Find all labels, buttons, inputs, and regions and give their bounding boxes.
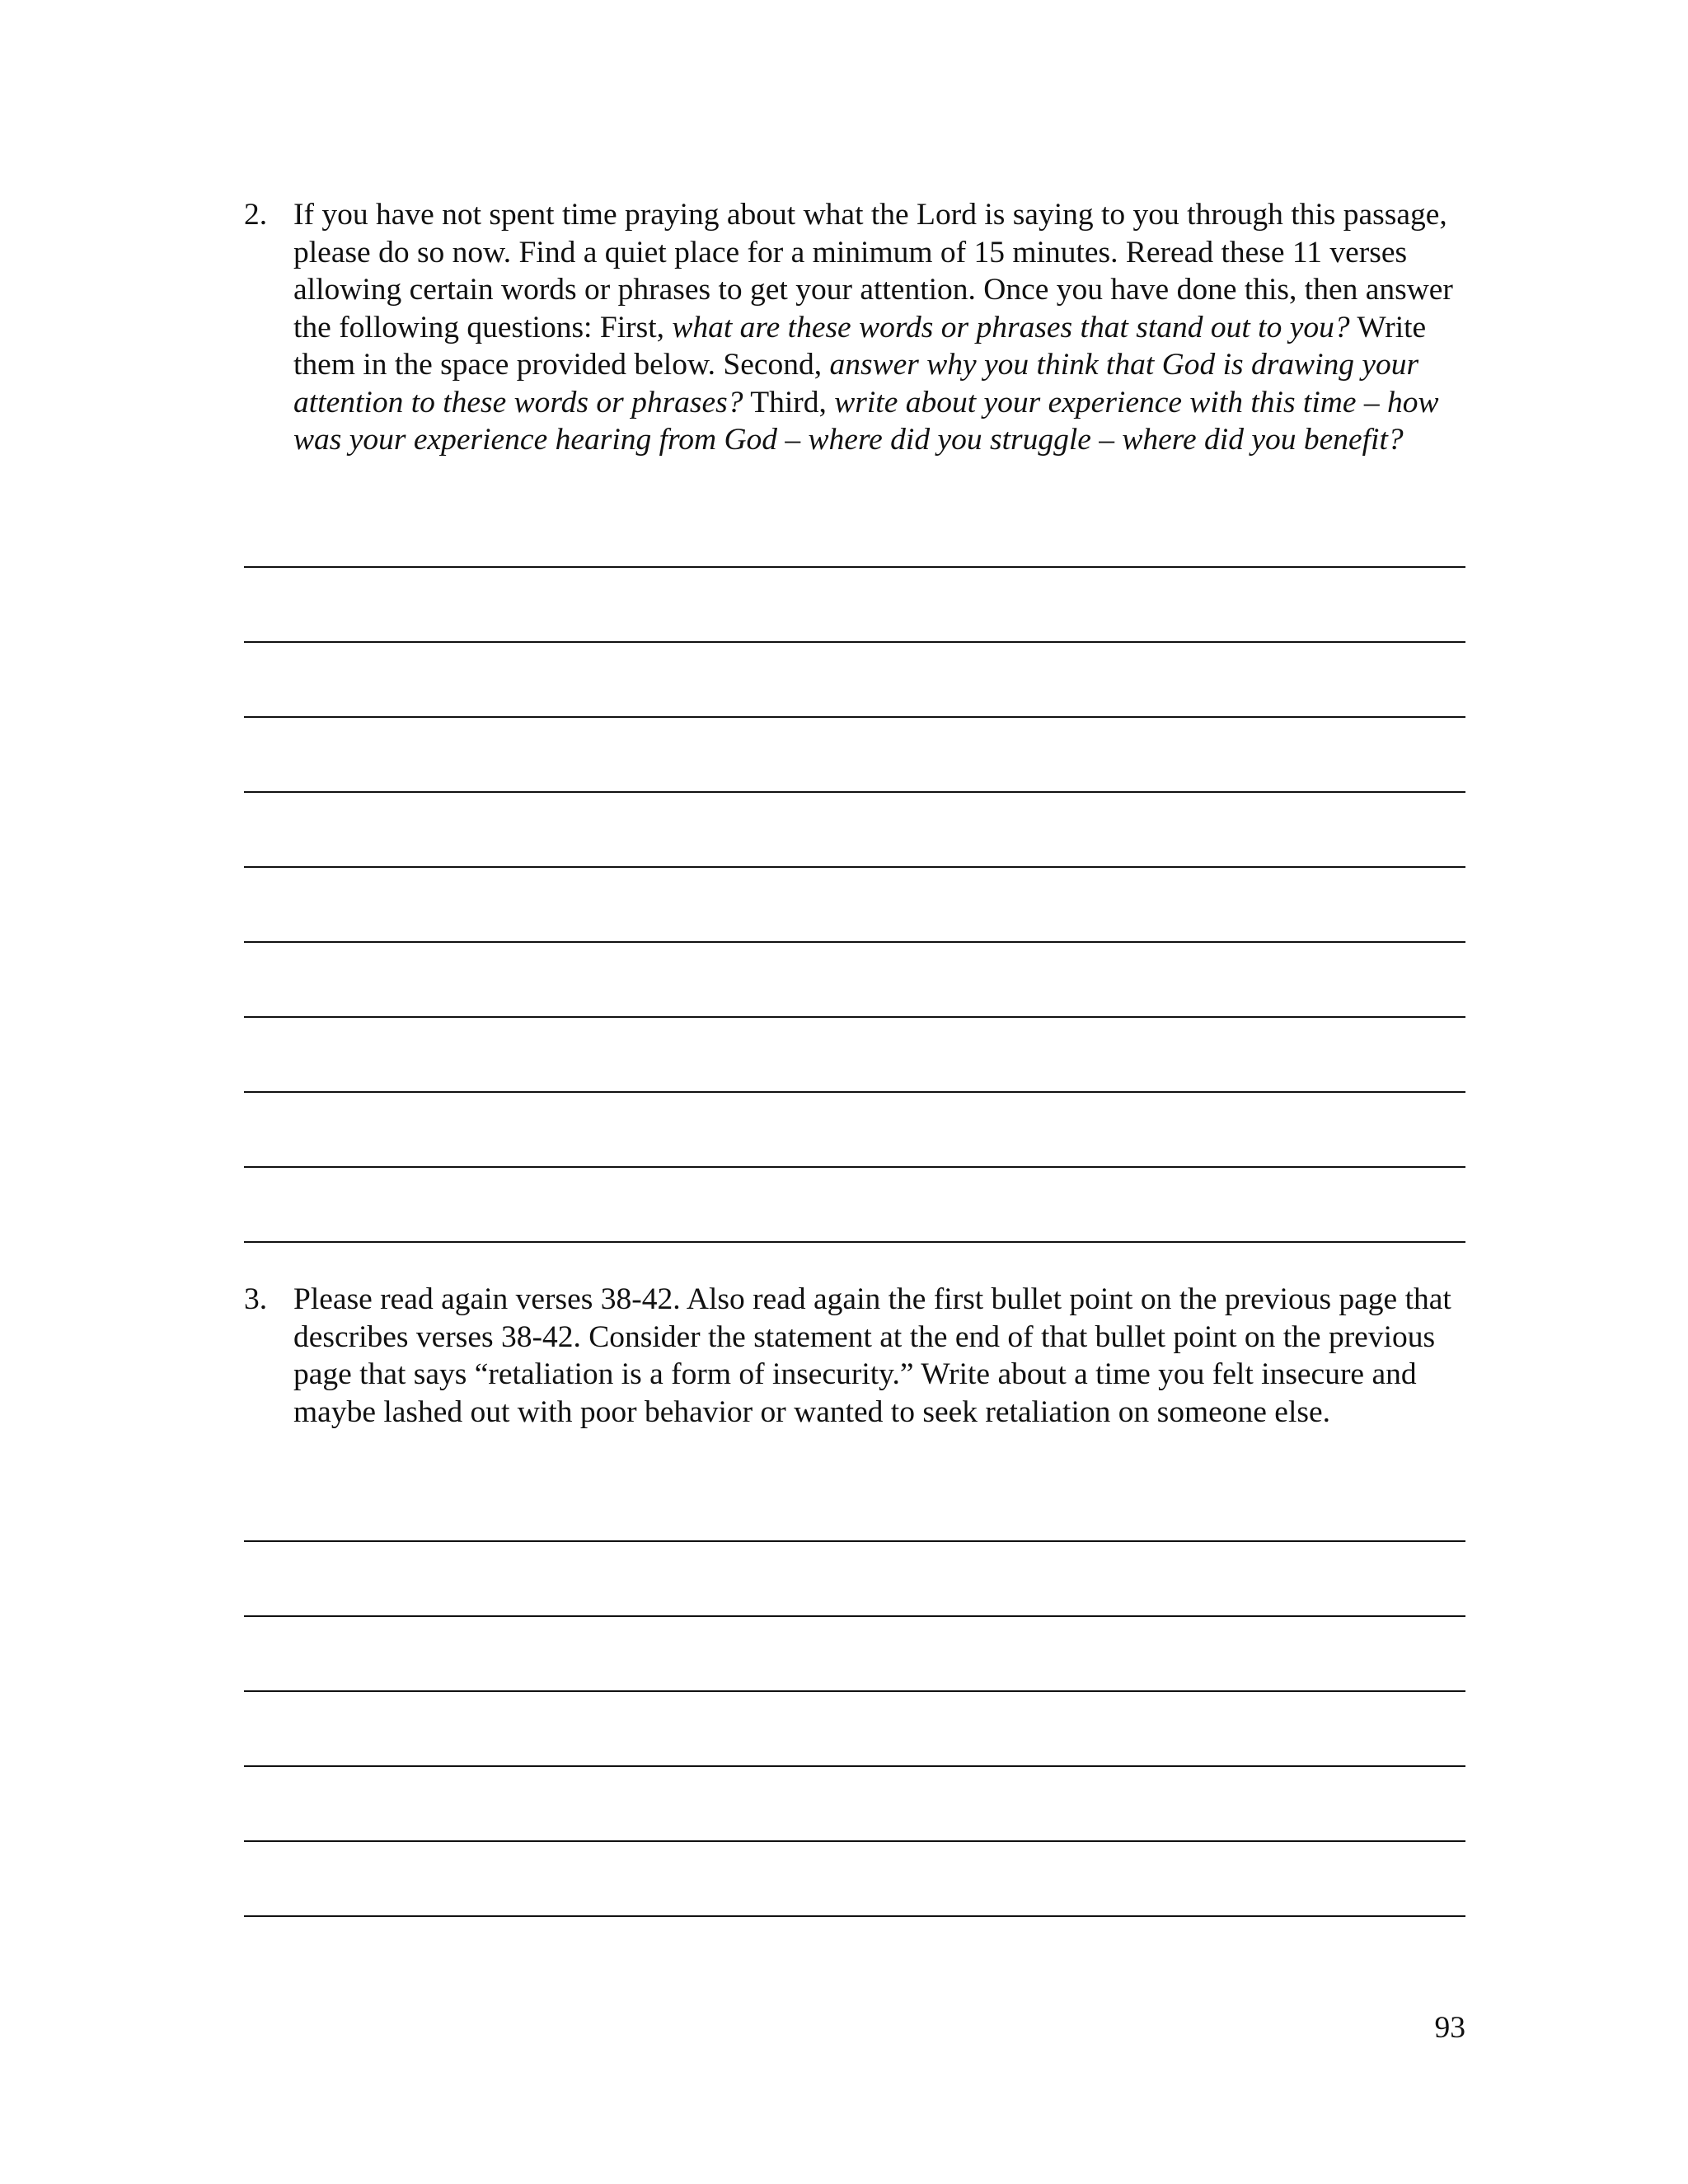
answer-line[interactable] bbox=[244, 716, 1465, 718]
answer-line[interactable] bbox=[244, 1091, 1465, 1093]
answer-line[interactable] bbox=[244, 1166, 1465, 1168]
question-number: 2. bbox=[244, 198, 268, 232]
question-2-prompt-3: write about your experience with this time – how was your experience hearing from God – where did you struggle – where did you benefit? bbox=[293, 385, 1439, 457]
answer-line[interactable] bbox=[244, 1241, 1465, 1243]
answer-line[interactable] bbox=[244, 1615, 1465, 1617]
question-text bbox=[293, 1281, 1465, 1431]
question-2-prompt-1: what are these words or phrases that stand out to you? bbox=[672, 310, 1350, 344]
answer-line[interactable] bbox=[244, 1915, 1465, 1917]
question-2-text-segment: If you have not spent time praying about what the Lord is saying to you through this passage, please do so now. Find a quiet place for a minimum of 15 minutes. Reread these 11 verses allowing certain words or phrases to get your attention. Once you have done this, then answer the following questions: First, bbox=[293, 198, 1453, 344]
page-number: 93 bbox=[1434, 2011, 1465, 2045]
question-2-text-segment: Third, bbox=[743, 385, 835, 419]
answer-line[interactable] bbox=[244, 1690, 1465, 1692]
answer-line[interactable] bbox=[244, 791, 1465, 793]
answer-line[interactable] bbox=[244, 1016, 1465, 1018]
question-2-prompt-2: answer why you think that God is drawing your attention to these words or phrases? bbox=[293, 348, 1419, 419]
question-2 bbox=[244, 196, 1465, 459]
answer-line[interactable] bbox=[244, 566, 1465, 568]
question-2-text-segment: Write them in the space provided below. Second, bbox=[293, 310, 1427, 382]
question-text bbox=[293, 196, 1465, 459]
answer-line[interactable] bbox=[244, 1540, 1465, 1542]
question-number: 3. bbox=[244, 1282, 268, 1316]
answer-line[interactable] bbox=[244, 1765, 1465, 1767]
answer-line[interactable] bbox=[244, 641, 1465, 643]
answer-line[interactable] bbox=[244, 941, 1465, 943]
question-3 bbox=[244, 1281, 1465, 1431]
question-3-text-segment: Please read again verses 38-42. Also read again the first bullet point on the previous page that describes verses 38-42. Consider the statement at the end of that bullet point on the previous page that says “retaliation is a form of insecurity.” Write about a time you felt insecure and maybe lashed out with poor behavior or wanted to seek retaliation on someone else. bbox=[293, 1282, 1451, 1429]
answer-line[interactable] bbox=[244, 1840, 1465, 1842]
answer-line[interactable] bbox=[244, 866, 1465, 868]
